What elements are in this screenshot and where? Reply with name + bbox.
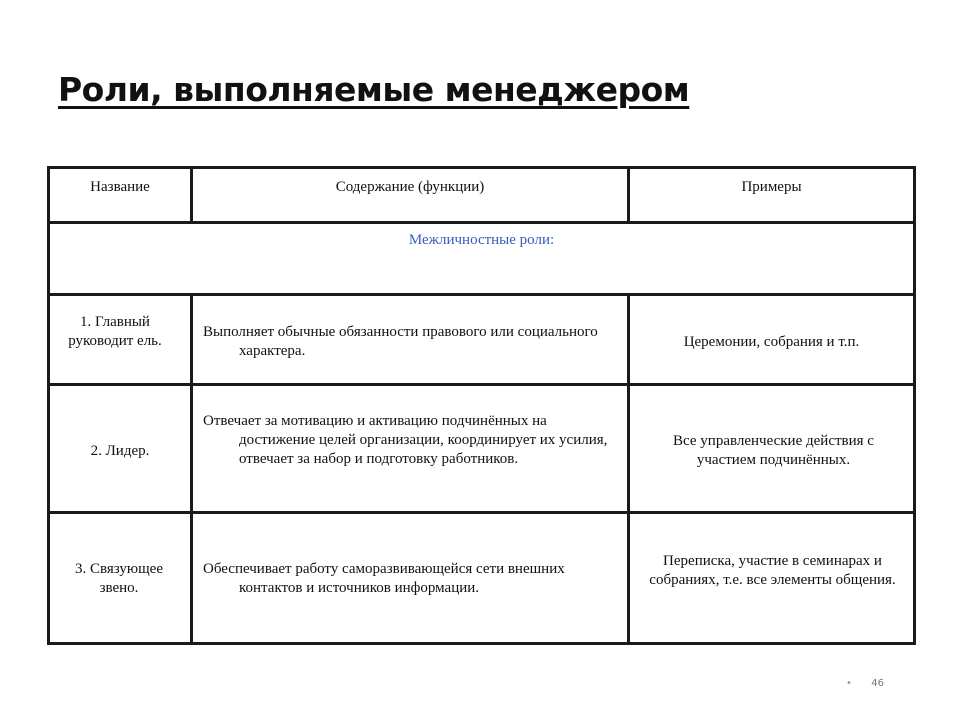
group-row [49, 223, 915, 295]
role-content: Обеспечивает работу саморазвивающейся сети внешних контактов и источников информации. [203, 561, 565, 596]
role-examples: Все управленческие действия с участием подчинённых. [673, 433, 874, 468]
role-examples: Церемонии, собрания и т.п. [683, 334, 860, 350]
slide-title: Роли, выполняемые менеджером [58, 70, 690, 109]
table-row [49, 295, 915, 385]
table-header-row [49, 168, 915, 223]
table-row [49, 513, 915, 644]
role-name: 3. Связующее звено. [75, 561, 163, 596]
header-content: Содержание (функции) [192, 168, 629, 223]
roles-table [47, 166, 916, 645]
role-content: Отвечает за мотивацию и активацию подчинённых на достижение целей организации, координирует их усилия, отвечает за набор и подготовку работников. [203, 413, 608, 467]
role-name: 1. Главный руководит ель. [68, 314, 162, 349]
role-examples: Переписка, участие в семинарах и собраниях, т.е. все элементы общения. [649, 553, 896, 588]
page-number: 46 [871, 678, 884, 689]
group-label: Межличностные роли: [49, 223, 915, 295]
role-content: Выполняет обычные обязанности правового или социального характера. [203, 324, 598, 359]
bullet-mark: • [846, 678, 852, 689]
header-examples: Примеры [629, 168, 915, 223]
role-name: 2. Лидер. [90, 443, 150, 459]
table-row [49, 385, 915, 513]
header-name: Название [49, 168, 192, 223]
